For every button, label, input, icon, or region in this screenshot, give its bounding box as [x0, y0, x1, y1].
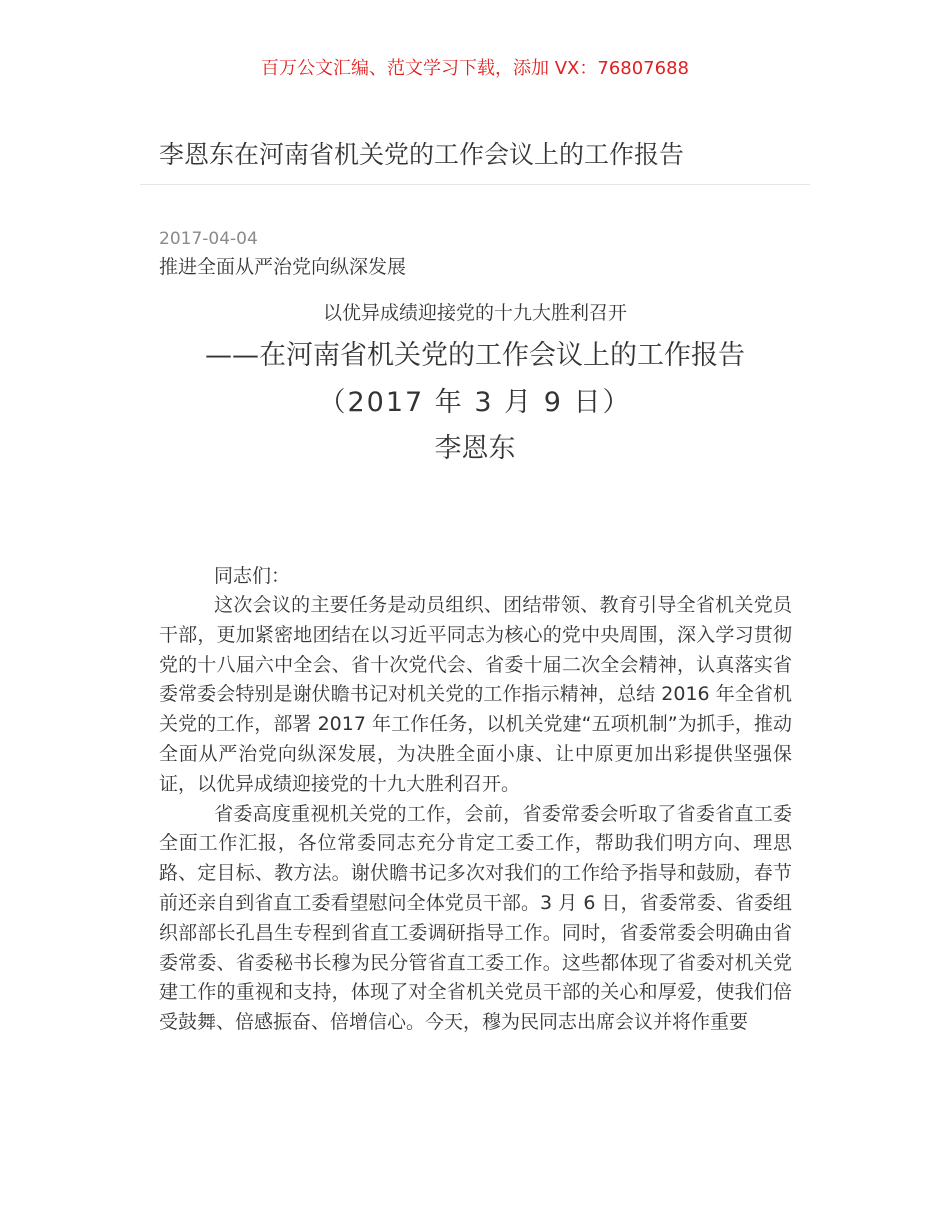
header-banner: 百万公文汇编、范文学习下载，添加 VX：76807688	[261, 58, 689, 79]
report-theme-line: 以优异成绩迎接党的十九大胜利召开	[322, 302, 627, 324]
body-paragraph: 省委高度重视机关党的工作，会前，省委常委会听取了省委省直工委全面工作汇报，各位常委同志充分肯定工委工作，帮助我们明方向、理思路、定目标、教方法。谢伏瞻书记多次对我们的工作给予指导和鼓励，春节前还亲自到省直工委看望慰问全体党员干部。3 月 6 日，省委常委、省委组织部部长孔昌生专程到省直工委调研指导工作。同时，省委常委会明确由省委常委、省委秘书长穆为民分管省直工委工作。这些都体现了省委对机关党建工作的重视和支持，体现了对全省机关党员干部的关心和厚爱，使我们倍受鼓舞、倍感振奋、倍增信心。今天，穆为民同志出席会议并将作重要	[159, 802, 792, 1034]
salutation: 同志们：	[214, 565, 291, 587]
report-title-line: ——在河南省机关党的工作会议上的工作报告	[205, 340, 745, 371]
article-title: 李恩东在河南省机关党的工作会议上的工作报告	[159, 140, 685, 169]
title-divider	[140, 184, 810, 185]
article-subheading: 推进全面从严治党向纵深发展	[159, 256, 407, 278]
report-author: 李恩东	[434, 433, 516, 464]
publish-date: 2017-04-04	[159, 229, 258, 249]
report-date-line: （2017 年 3 月 9 日）	[318, 387, 632, 418]
body-text	[159, 591, 792, 1038]
body-paragraph: 这次会议的主要任务是动员组织、团结带领、教育引导全省机关党员干部，更加紧密地团结在以习近平同志为核心的党中央周围，深入学习贯彻党的十八届六中全会、省十次党代会、省委十届二次全会精神，认真落实省委常委会特别是谢伏瞻书记对机关党的工作指示精神，总结 2016 年全省机关党的工作，部署 2017 年工作任务，以机关党建“五项机制”为抓手，推动全面从严治党向纵深发展，为决胜全面小康、让中原更加出彩提供坚强保证，以优异成绩迎接党的十九大胜利召开。	[159, 594, 792, 795]
